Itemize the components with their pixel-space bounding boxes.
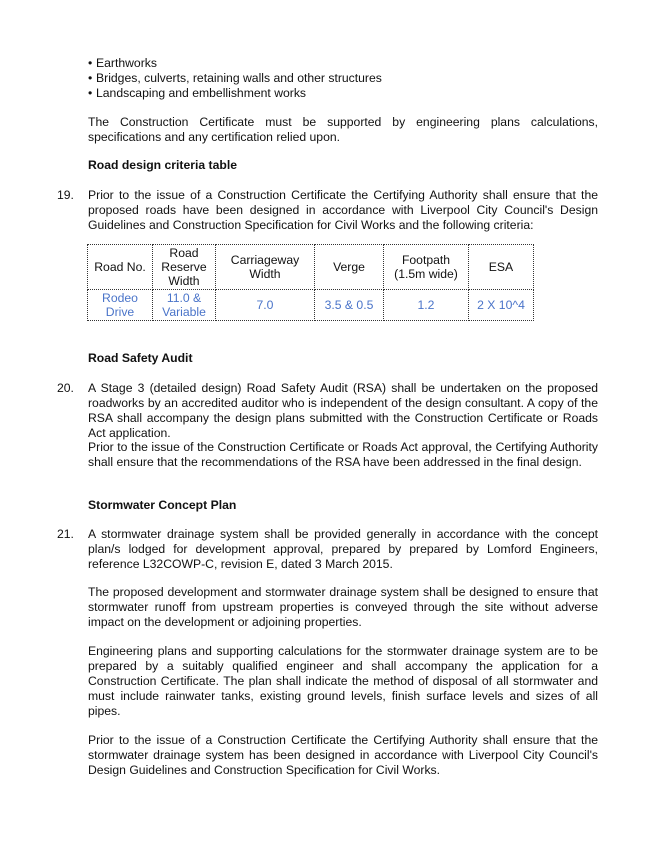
bullet-icon: • [88,56,93,70]
list-item [88,86,598,101]
intro-paragraph: The Construction Certificate must be supported by engineering plans calculations, specifications and any certification relied upon. [88,115,598,144]
table-row [88,290,534,321]
list-item-text: Earthworks [96,56,157,70]
clause-19-text: Prior to the issue of a Construction Certificate the Certifying Authority shall ensure that the proposed roads have been designed in accordance with Liverpool City Council's Design Guidelines and Construction Specification for Civil Works and the following criteria: [88,188,598,232]
list-item-text: Bridges, culverts, retaining walls and other structures [96,71,382,85]
cell-verge: 3.5 & 0.5 [315,290,384,321]
list-item [88,56,598,71]
cell-esa: 2 X 10^4 [469,290,534,321]
bullet-icon: • [88,71,93,85]
list-item [88,71,598,86]
header-esa: ESA [469,245,534,290]
clause-20-text-continued: Prior to the issue of the Construction Certificate or Roads Act approval, the Certifying Authority shall ensure that the recommendations of the RSA have been addressed in the final design. [88,440,598,469]
header-carriageway-width: Carriageway Width [216,245,315,290]
cell-road-reserve-width: 11.0 & Variable [153,290,216,321]
clause-20-text: A Stage 3 (detailed design) Road Safety Audit (RSA) shall be undertaken on the proposed roadworks by an accredited auditor who is independent of the design consultant. A copy of the RSA shall accompany the design plans submitted with the Construction Certificate or Roads Act application. [88,381,598,440]
clause-21-paragraph-4: Prior to the issue of a Construction Certificate the Certifying Authority shall ensure that the stormwater drainage system has been designed in accordance with Liverpool City Council's Design Guidelines and Construction Specification for Civil Works. [88,733,598,777]
header-road-no: Road No. [88,245,153,290]
clause-number-19: 19. [57,188,74,202]
list-item-text: Landscaping and embellishment works [96,86,307,100]
header-footpath: Footpath (1.5m wide) [384,245,469,290]
table-header-row [88,245,534,290]
road-criteria-table [87,244,534,321]
clause-number-20: 20. [57,381,74,395]
cell-road-no: Rodeo Drive [88,290,153,321]
bullet-icon: • [88,86,93,100]
header-road-reserve-width: Road Reserve Width [153,245,216,290]
road-safety-heading: Road Safety Audit [88,351,193,365]
bullet-list [88,56,598,101]
header-verge: Verge [315,245,384,290]
clause-21-paragraph-1: A stormwater drainage system shall be provided generally in accordance with the concept plan/s lodged for development approval, prepared by prepared by Lomford Engineers, reference L32COWP-C, revision E, dated 3 March 2015. [88,527,598,571]
cell-footpath: 1.2 [384,290,469,321]
clause-number-21: 21. [57,527,74,541]
road-design-heading: Road design criteria table [88,158,237,172]
clause-21-paragraph-3: Engineering plans and supporting calculations for the stormwater drainage system are to be prepared by a suitably qualified engineer and shall accompany the application for a Construction Certificate. The plan shall indicate the method of disposal of all stormwater and must include rainwater tanks, existing ground levels, finish surface levels and sizes of all pipes. [88,644,598,718]
cell-carriageway-width: 7.0 [216,290,315,321]
stormwater-heading: Stormwater Concept Plan [88,498,237,512]
clause-21-paragraph-2: The proposed development and stormwater drainage system shall be designed to ensure that stormwater runoff from upstream properties is conveyed through the site without adverse impact on the development or adjoining properties. [88,585,598,629]
